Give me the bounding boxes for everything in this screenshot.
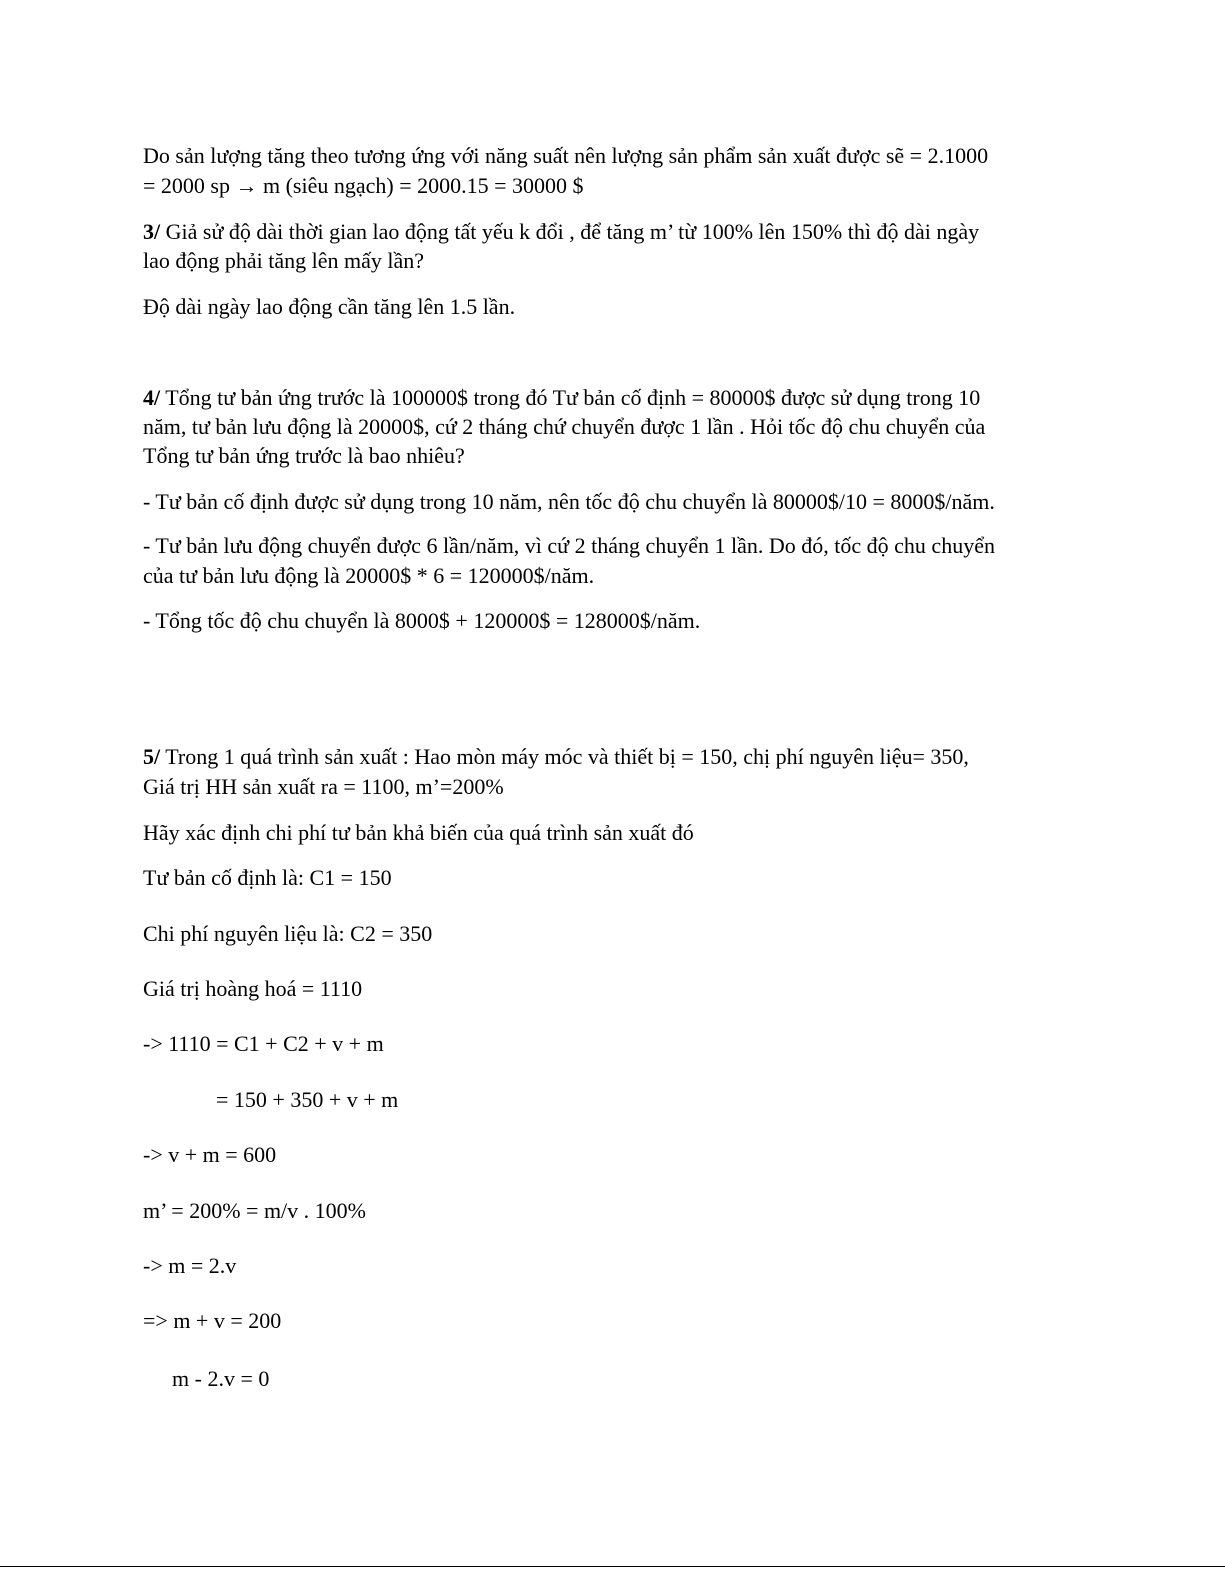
question-3-text-1: Giả sử độ dài thời gian lao động tất yếu k đổi , để tăng m’ từ 100% lên 150% thì độ dài ngày bbox=[160, 219, 980, 244]
solution-step-6: -> v + m = 600 bbox=[143, 1142, 277, 1167]
intro-line-1: Do sản lượng tăng theo tương ứng với năng suất nên lượng sản phẩm sản xuất được sẽ = 2.1000 bbox=[143, 143, 989, 168]
solution-step-10: m - 2.v = 0 bbox=[172, 1366, 270, 1391]
question-4-line-2: năm, tư bản lưu động là 20000$, cứ 2 tháng chứ chuyển được 1 lần . Hỏi tốc độ chu chuyển của bbox=[143, 414, 986, 439]
question-4-answer-2-line-1: - Tư bản lưu động chuyển được 6 lần/năm, vì cứ 2 tháng chuyển 1 lần. Do đó, tốc độ chu chuyển bbox=[143, 533, 995, 558]
solution-step-7: m’ = 200% = m/v . 100% bbox=[143, 1198, 366, 1223]
question-5-line-2: Giá trị HH sản xuất ra = 1100, m’=200% bbox=[143, 774, 504, 799]
intro-line-2: = 2000 sp → m (siêu ngạch) = 2000.15 = 30000 $ bbox=[143, 173, 584, 198]
question-3-number: 3/ bbox=[143, 219, 161, 244]
solution-step-8: -> m = 2.v bbox=[143, 1253, 237, 1278]
question-4-answer-3: - Tổng tốc độ chu chuyển là 8000$ + 120000$ = 128000$/năm. bbox=[143, 608, 701, 633]
question-3-answer: Độ dài ngày lao động cần tăng lên 1.5 lần. bbox=[143, 294, 516, 319]
question-4-line-3: Tổng tư bản ứng trước là bao nhiêu? bbox=[143, 443, 465, 468]
solution-step-5: = 150 + 350 + v + m bbox=[216, 1087, 399, 1112]
question-5-text-1: Trong 1 quá trình sản xuất : Hao mòn máy móc và thiết bị = 150, chị phí nguyên liệu= 350, bbox=[160, 744, 969, 769]
question-5-number: 5/ bbox=[143, 744, 161, 769]
question-4-line-1 bbox=[143, 383, 980, 413]
question-5-task: Hãy xác định chi phí tư bản khả biến của quá trình sản xuất đó bbox=[143, 820, 694, 845]
solution-step-9: => m + v = 200 bbox=[143, 1308, 282, 1333]
solution-step-3: Giá trị hoàng hoá = 1110 bbox=[143, 976, 363, 1001]
question-3-line-2: lao động phải tăng lên mấy lần? bbox=[143, 248, 425, 273]
solution-step-1: Tư bản cố định là: C1 = 150 bbox=[143, 865, 392, 890]
question-4-text-1: Tổng tư bản ứng trước là 100000$ trong đó Tư bản cố định = 80000$ được sử dụng trong 10 bbox=[160, 385, 981, 410]
question-3-line-1 bbox=[143, 217, 979, 247]
question-4-number: 4/ bbox=[143, 385, 161, 410]
solution-step-4: -> 1110 = C1 + C2 + v + m bbox=[143, 1031, 384, 1056]
question-4-answer-2-line-2: của tư bản lưu động là 20000$ * 6 = 120000$/năm. bbox=[143, 563, 595, 588]
solution-step-2: Chi phí nguyên liệu là: C2 = 350 bbox=[143, 921, 433, 946]
question-4-answer-1: - Tư bản cố định được sử dụng trong 10 năm, nên tốc độ chu chuyển là 80000$/10 = 8000$/năm. bbox=[143, 489, 995, 514]
question-5-line-1 bbox=[143, 742, 969, 772]
page-bottom-divider bbox=[0, 1566, 1225, 1567]
